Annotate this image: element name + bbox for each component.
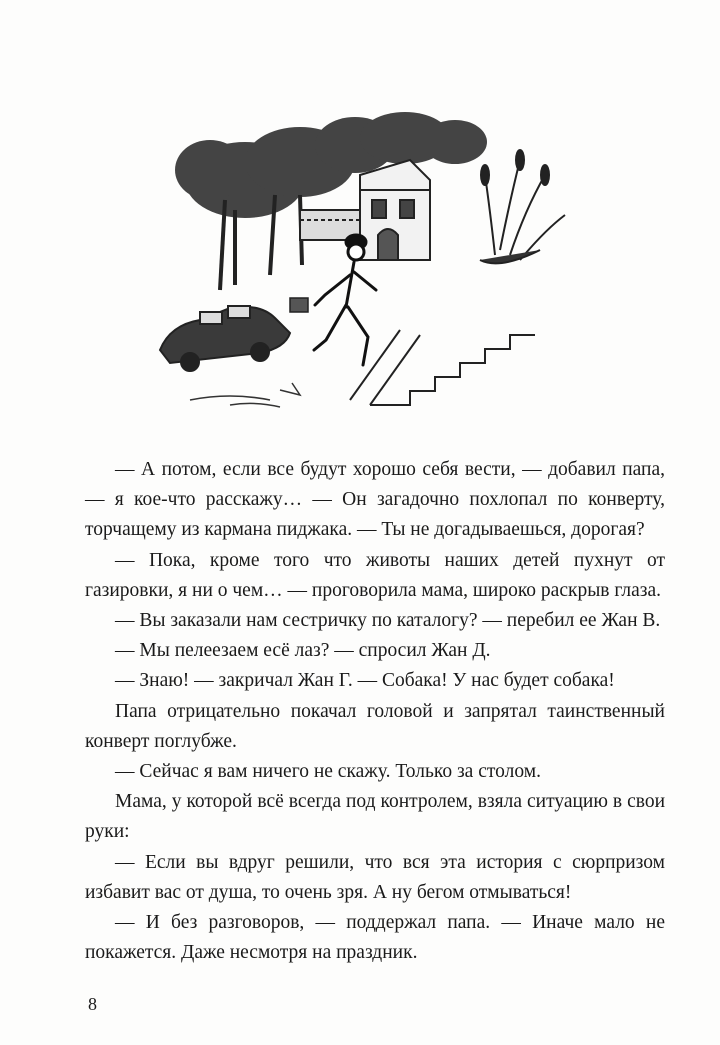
paragraph: Мама, у которой всё всегда под контролем, взяла ситуацию в свои руки:	[85, 791, 665, 843]
trees	[175, 112, 487, 218]
story-text	[85, 455, 665, 968]
paragraph: — Мы пелеезаем есё лаз? — спросил Жан Д.	[115, 640, 491, 662]
stairs	[350, 330, 535, 405]
paragraph: — А потом, если все будут хорошо себя вести, — добавил папа, — я кое-что расскажу… — Он загадочно похлопал по конверту, торчащему из кармана пиджака. — Ты не догадываешься, дорогая?	[85, 459, 665, 541]
page-number: 8	[88, 994, 97, 1014]
car	[160, 306, 290, 371]
paragraph: — Знаю! — закричал Жан Г. — Собака! У нас будет собака!	[115, 670, 615, 692]
ground	[190, 383, 300, 407]
paragraph: — Пока, кроме того что животы наших детей пухнут от газировки, я ни о чем… — проговорила мама, широко раскрыв глаза.	[85, 549, 665, 601]
paragraph: — И без разговоров, — поддержал папа. — Иначе мало не покажется. Даже несмотря на праздник.	[85, 912, 665, 964]
paragraph: Папа отрицательно покачал головой и запрятал таинственный конверт поглубже.	[85, 700, 665, 752]
paragraph: — Если вы вдруг решили, что вся эта история с сюрпризом избавит вас от душа, то очень зря. А ну бегом отмываться!	[85, 851, 665, 903]
paragraph: — Вы заказали нам сестричку по каталогу? — перебил ее Жан В.	[115, 610, 661, 632]
reeds	[480, 150, 565, 263]
paragraph: — Сейчас я вам ничего не скажу. Только за столом.	[115, 761, 541, 783]
street-scene-illustration-icon	[150, 100, 580, 420]
